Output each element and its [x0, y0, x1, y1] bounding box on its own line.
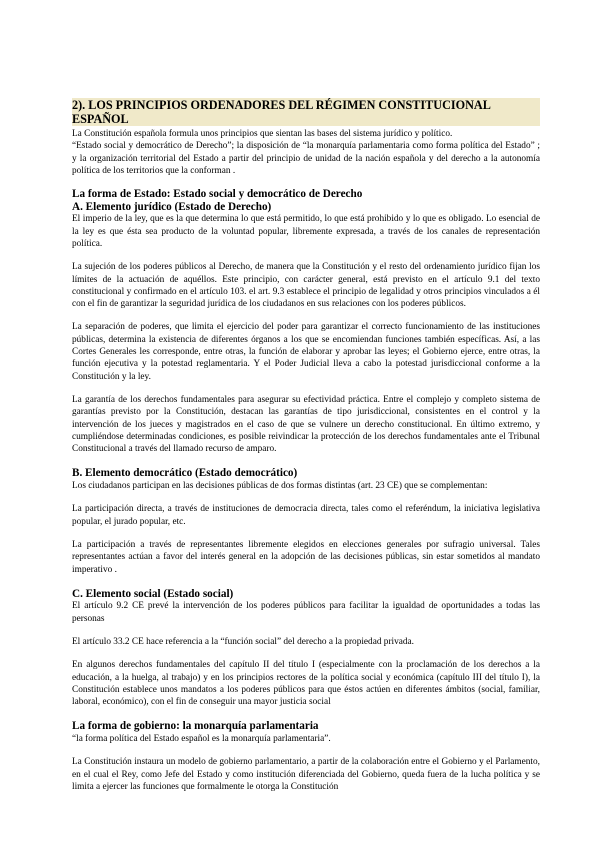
subsection-heading-democratico: B. Elemento democrático (Estado democrático)	[72, 467, 298, 480]
document-title: 2). LOS PRINCIPIOS ORDENADORES DEL RÉGIMEN CONSTITUCIONAL ESPAÑOL	[72, 98, 540, 126]
subsection-heading-social: C. Elemento social (Estado social)	[72, 587, 234, 600]
paragraph: La participación directa, a través de instituciones de democracia directa, tales como el referéndum, la iniciativa legislativa popular, el jurado popular, etc.	[72, 504, 540, 527]
section-heading-forma-gobierno: La forma de gobierno: la monarquía parlamentaria	[72, 720, 319, 733]
intro-paragraph: La Constitución española formula unos principios que sientan las bases del sistema jurídico y político.	[72, 129, 453, 139]
paragraph: Los ciudadanos participan en las decisiones públicas de dos formas distintas (art. 23 CE) que se complementan:	[72, 481, 488, 492]
paragraph: La garantía de los derechos fundamentales para asegurar su efectividad práctica. Entre el complejo y completo sistema de garantías previsto por la Constitución, destacan las garantías de tipo jurisdiccional, consistentes en el control y la intervención de los jueces y magistrados en el caso de que se vulnere un derecho constitucional. En último extremo, y cumpliéndose determinadas condiciones, es posible reivindicar la protección de los derechos fundamentales ante el Tribunal Constitucional a través del llamado recurso de amparo.	[72, 394, 540, 455]
paragraph: El artículo 9.2 CE prevé la intervención de los poderes públicos para facilitar la igualdad de oportunidades a todas las personas	[72, 601, 540, 624]
paragraph: La separación de poderes, que limita el ejercicio del poder para garantizar el correcto funcionamiento de las instituciones públicas, determina la existencia de diferentes órganos a los que se encomiendan funciones también específicas. Así, a las Cortes Generales les corresponde, entre otras, la función de elaborar y aprobar las leyes; el Gobierno ejerce, entre otras, la función ejecutiva y la potestad reglamentaria. Y el Poder Judicial lleva a cabo la potestad jurisdiccional conforme a la Constitución y la ley.	[72, 322, 540, 382]
paragraph: El artículo 33.2 CE hace referencia a la “función social” del derecho a la propiedad privada.	[72, 636, 415, 647]
section-heading-forma-estado: La forma de Estado: Estado social y democrático de Derecho	[72, 188, 363, 201]
paragraph: El imperio de la ley, que es la que determina lo que está permitido, lo que está prohibido y lo que es obligado. Lo esencial de la ley es que ésta sea producto de la voluntad popular, libremente expresada, a través de los canales de representación política.	[72, 214, 540, 249]
paragraph: La participación a través de representantes libremente elegidos en elecciones generales por sufragio universal. Tales representantes actúan a favor del interés general en la adopción de las decisiones públicas, sin estar sometidos al mandato imperativo .	[72, 539, 540, 575]
paragraph: En algunos derechos fundamentales del capítulo II del título I (especialmente con la proclamación de los derechos a la educación, a la huelga, al trabajo) y en los principios rectores de la política social y económica (capítulo III del título I), la Constitución establece unos mandatos a los poderes públicos para que éstos actúen en diferentes ámbitos (social, familiar, laboral, económico), con el fin de conseguir una mayor justicia social	[72, 660, 540, 708]
paragraph: “la forma política del Estado español es la monarquía parlamentaria”.	[72, 734, 331, 745]
paragraph: La Constitución instaura un modelo de gobierno parlamentario, a partir de la colaboración entre el Gobierno y el Parlamento, en el cual el Rey, como Jefe del Estado y como institución diferenciada del Gobierno, queda fuera de la lucha política y se limita a ejercer las funciones que formalmente le otorga la Constitución	[72, 757, 540, 792]
paragraph: La sujeción de los poderes públicos al Derecho, de manera que la Constitución y el resto del ordenamiento jurídico fijan los límites de la actuación de aquéllos. Este principio, con carácter general, está previsto en el artículo 9.1 del texto constitucional y confirmado en el artículo 103. el art. 9.3 establece el principio de legalidad y otros principios vinculados a él con el fin de garantizar la seguridad jurídica de los ciudadanos en sus relaciones con los poderes públicos.	[72, 262, 540, 310]
intro-paragraph: “Estado social y democrático de Derecho”; la disposición de “la monarquía parlamentaria como forma política del Estado” ; y la organización territorial del Estado a partir del principio de unidad de la nación española y del derecho a la autonomía política de los territorios que la conforman .	[72, 141, 540, 176]
subsection-heading-juridico: A. Elemento jurídico (Estado de Derecho)	[72, 200, 272, 213]
